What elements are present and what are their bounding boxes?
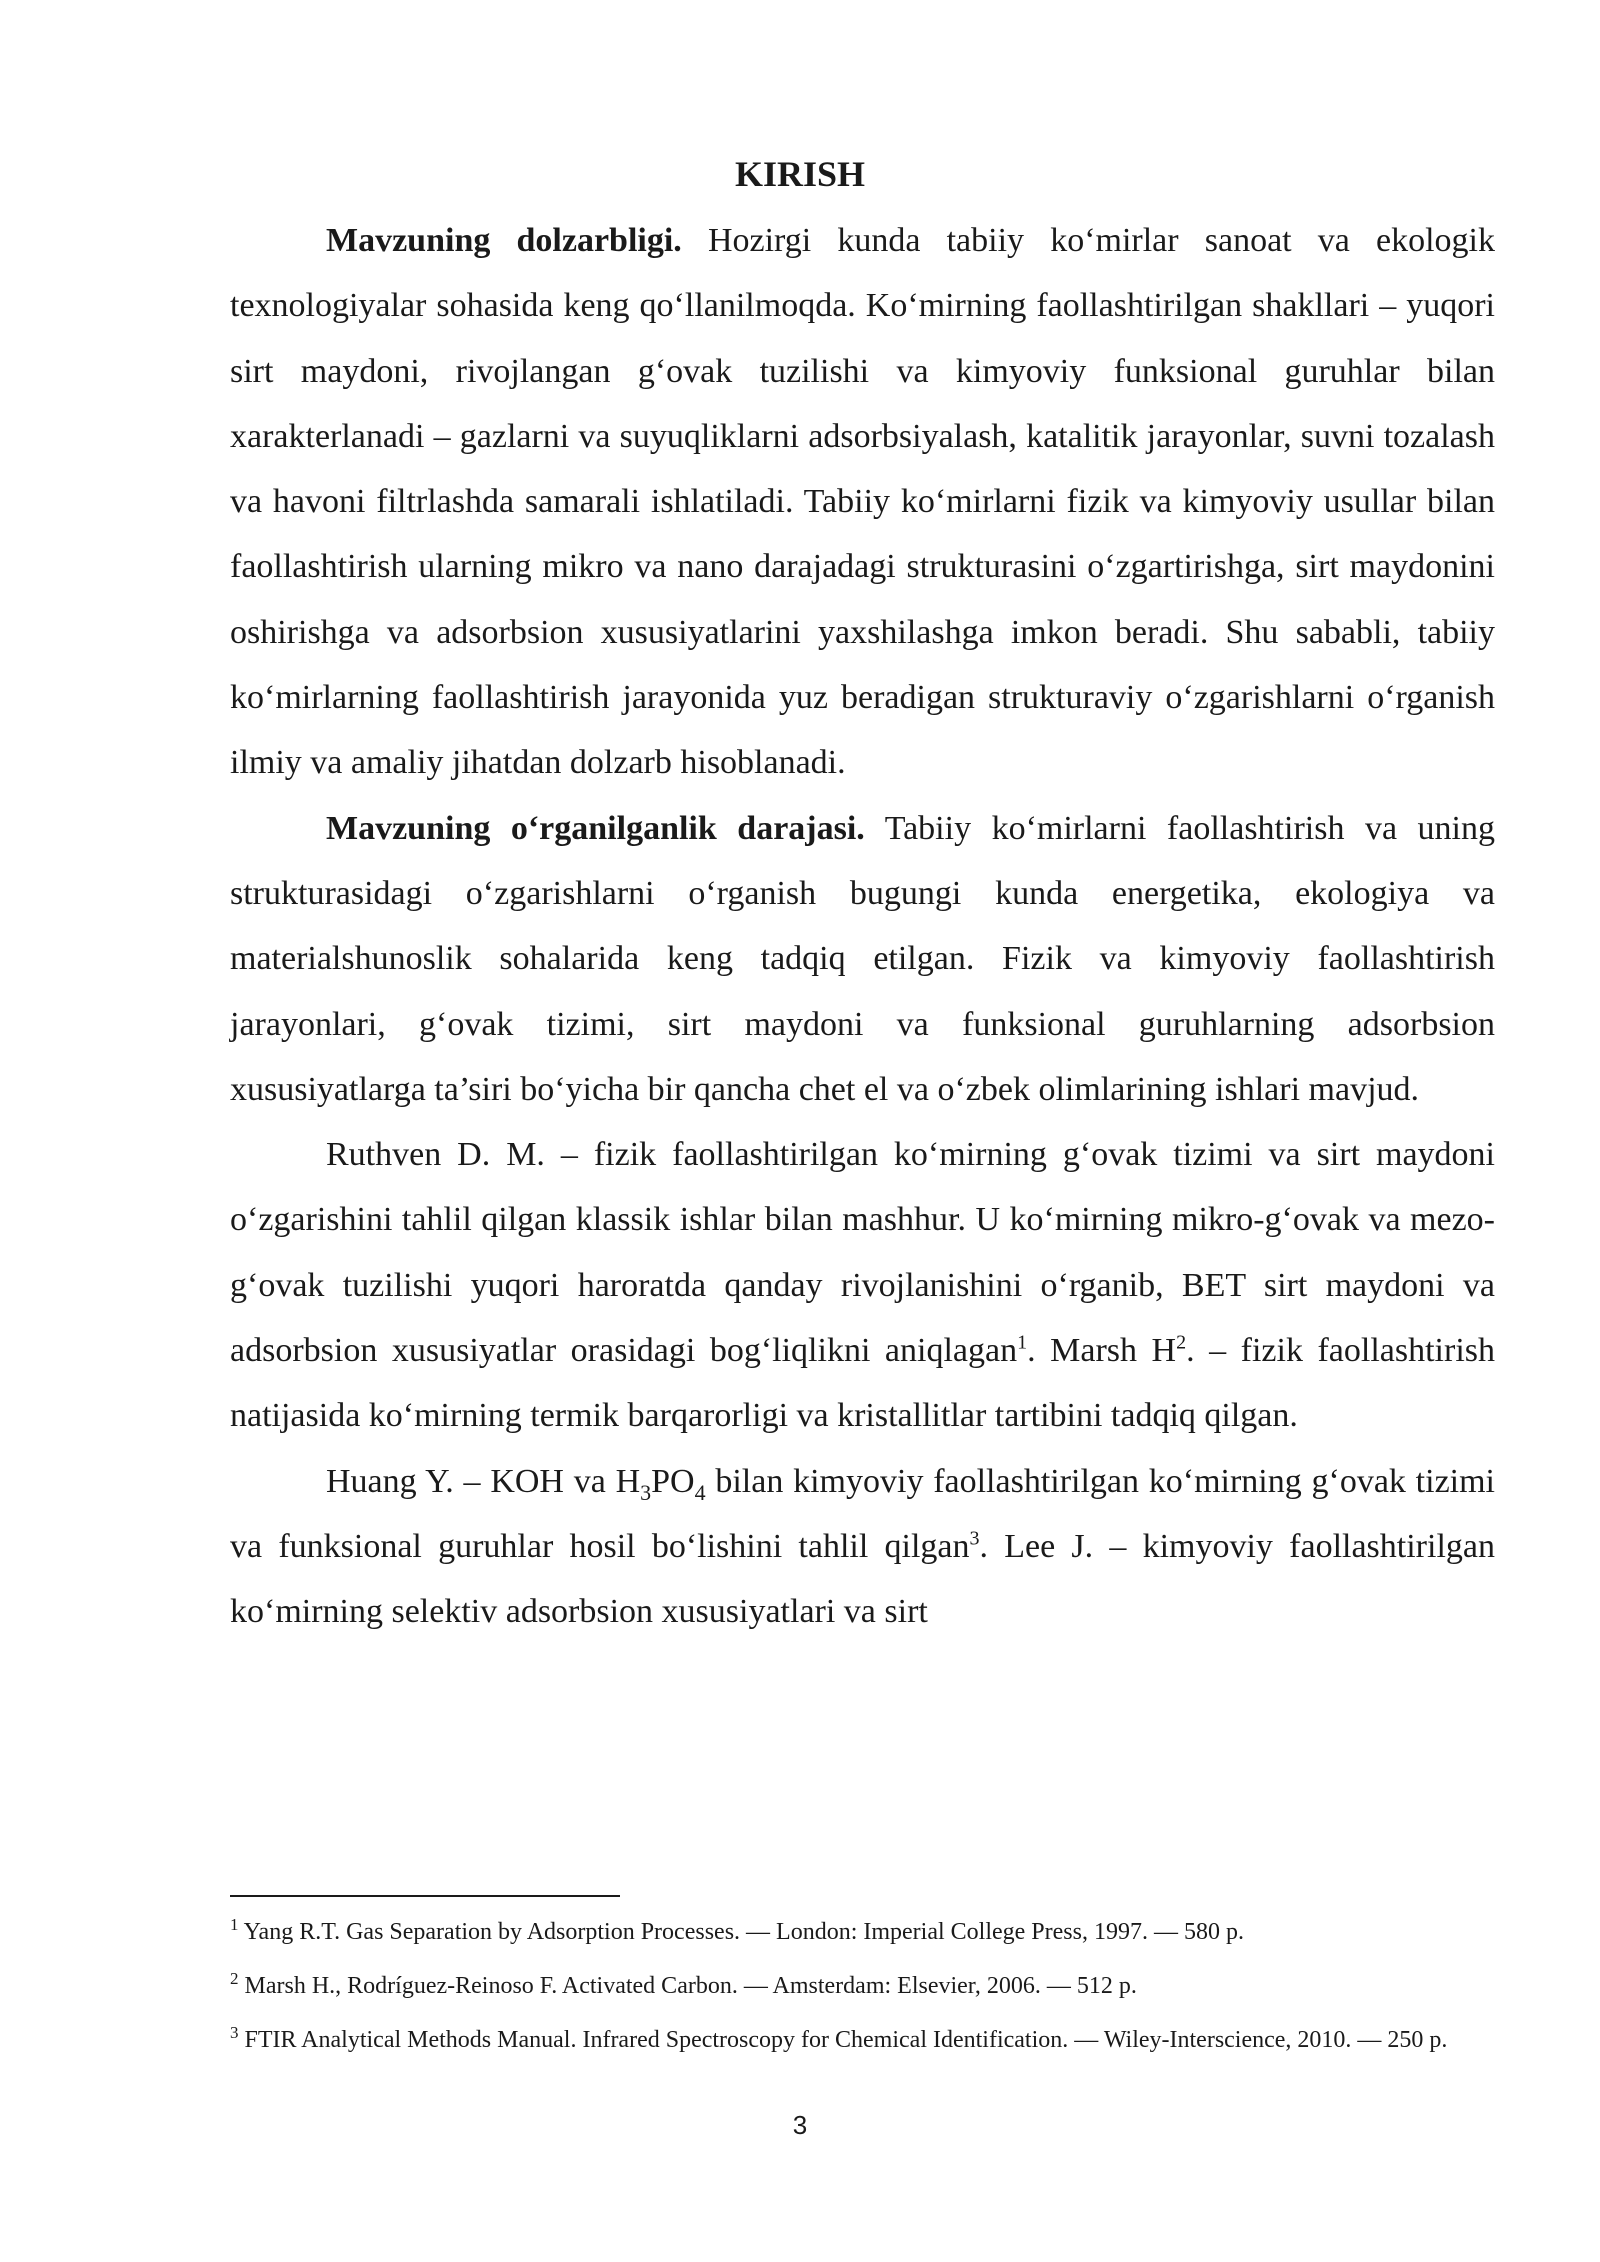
footnote-mark: 2 — [230, 1969, 239, 1988]
footnotes — [230, 1908, 1495, 2070]
paragraph-text: . – fizik faollashtirish natijasida ko‘mirning termik barqarorligi va kristallitlar tartibini tadqiq qilgan. — [230, 1332, 1496, 1435]
paragraph-text: Ruthven D. M. – fizik faollashtirilgan ko‘mirning g‘ovak tizimi va sirt maydoni o‘zgarishini tahlil qilgan klassik ishlar bilan mashhur. U ko‘mirning mikro-g‘ovak va mezo-g‘ovak tuzilishi yuqori haroratda qanday rivojlanishini o‘rganib, BET sirt maydoni va adsorbsion xususiyatlar orasidagi bog‘liqlikni aniqlagan — [230, 1136, 1495, 1370]
paragraph-text: Hozirgi kunda tabiiy ko‘mirlar sanoat va ekologik texnologiyalar sohasida keng qo‘llanilmoqda. Ko‘mirning faollashtirilgan shakllari – yuqori sirt maydoni, rivojlangan g‘ovak tuzilishi va kimyoviy funksional guruhlar bilan xarakterlanadi – gazlarni va suyuqliklarni adsorbsiyalash, katalitik jarayonlar, suvni tozalash va havoni filtrlashda samarali ishlatiladi. Tabiiy ko‘mirlarni fizik va kimyoviy usullar bilan faollashtirish ularning mikro va nano darajadagi strukturasini o‘zgartirishga, sirt maydonini oshirishga va adsorbsion xususiyatlarini yaxshilashga imkon beradi. Shu sababli, tabiiy ko‘mirlarning faollashtirish jarayonida yuz beradigan strukturaviy o‘zgarishlarni o‘rganish ilmiy va amaliy jihatdan dolzarb hisoblanadi. — [230, 222, 1495, 782]
footnote-mark: 3 — [230, 2023, 239, 2042]
footnote — [230, 2016, 1495, 2065]
paragraph-text: . Marsh H — [1027, 1332, 1177, 1370]
paragraph-text: Tabiiy ko‘mirlarni faollashtirish va uning strukturasidagi o‘zgarishlarni o‘rganish bugungi kunda energetika, ekologiya va materialshunoslik sohalarida keng tadqiq etilgan. Fizik va kimyoviy faollashtirish jarayonlari, g‘ovak tizimi, sirt maydoni va funksional guruhlarning adsorbsion xususiyatlarga ta’siri bo‘yicha bir qancha chet el va o‘zbek olimlarining ishlari mavjud. — [230, 809, 1495, 1108]
paragraph-text: Huang Y. – KOH va H — [326, 1462, 641, 1500]
footnote-text: Yang R.T. Gas Separation by Adsorption Processes. — London: Imperial College Press, 1997. — 580 p. — [238, 1919, 1244, 1945]
paragraph-text: . Lee J. – kimyoviy faollashtirilgan ko‘mirning selektiv adsorbsion xususiyatlari va sirt — [230, 1527, 1495, 1631]
body-text — [230, 208, 1495, 1645]
page-title: KIRISH — [734, 154, 866, 194]
subscript: 4 — [694, 1479, 706, 1505]
paragraph-text: PO — [651, 1462, 695, 1500]
footnote-text: Marsh H., Rodríguez-Reinoso F. Activated Carbon. — Amsterdam: Elsevier, 2006. — 512 p. — [238, 1973, 1137, 1999]
paragraph-study-degree — [230, 796, 1495, 1122]
footnote-separator — [230, 1895, 620, 1897]
footnote-ref[interactable]: 1 — [1017, 1331, 1028, 1354]
paragraph-ruthven — [230, 1122, 1495, 1448]
footnote — [230, 1908, 1495, 1957]
paragraph-heading: Mavzuning dolzarbligi. — [326, 222, 682, 259]
paragraph-huang — [230, 1449, 1495, 1645]
subscript: 3 — [640, 1479, 652, 1505]
footnote — [230, 1962, 1495, 2011]
footnote-mark: 1 — [230, 1915, 239, 1934]
page-number: 3 — [792, 2110, 808, 2140]
footnote-ref[interactable]: 2 — [1176, 1331, 1187, 1354]
paragraph-text: bilan kimyoviy faollashtirilgan ko‘mirning g‘ovak tizimi va funksional guruhlar hosil bo‘lishini tahlil qilgan — [230, 1462, 1496, 1565]
footnote-text: FTIR Analytical Methods Manual. Infrared Spectroscopy for Chemical Identification. — Wiley-Interscience, 2010. — 250 p. — [238, 2027, 1448, 2053]
paragraph-relevance — [230, 208, 1495, 796]
footnote-ref[interactable]: 3 — [969, 1527, 980, 1550]
paragraph-heading: Mavzuning o‘rganilganlik darajasi. — [326, 809, 865, 847]
